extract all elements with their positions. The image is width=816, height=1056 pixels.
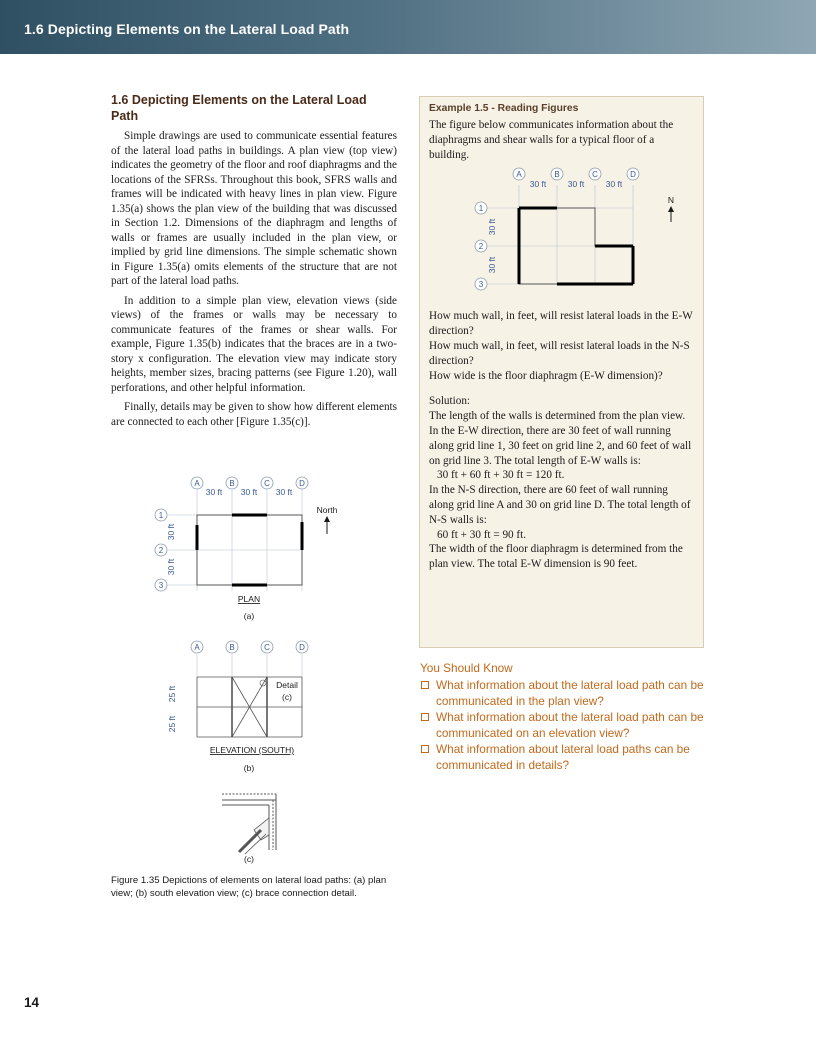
solution-equation: 60 ft + 30 ft = 90 ft. <box>437 528 527 541</box>
dimension-label: 30 ft <box>275 487 293 497</box>
dimension-label: 30 ft <box>240 487 258 497</box>
dimension-label: 30 ft <box>487 219 497 236</box>
figure-sublabel: (c) <box>244 854 254 864</box>
ysk-item <box>420 709 705 741</box>
elevation-label: ELEVATION (SOUTH) <box>209 745 295 755</box>
ysk-item-text: What information about lateral load paths can be communicated in details? <box>436 742 690 772</box>
detail-view <box>222 794 276 864</box>
ysk-item <box>420 677 705 709</box>
figure-sublabel: (b) <box>243 763 255 773</box>
main-text-column <box>111 92 397 434</box>
detail-label: Detail <box>276 680 298 690</box>
grid-label: A <box>516 170 522 180</box>
dimension-label: 25 ft <box>167 715 177 733</box>
dimension-label: 30 ft <box>529 179 547 190</box>
example-question: How wide is the floor diaphragm (E-W dimension)? <box>429 369 663 382</box>
grid-label: C <box>264 479 270 488</box>
grid-label: C <box>264 643 270 652</box>
figure-1-35 <box>111 470 401 870</box>
grid-label: A <box>194 643 200 652</box>
plan-view <box>155 477 338 621</box>
dimension-label: 30 ft <box>205 487 223 497</box>
dimension-label: 30 ft <box>567 179 585 190</box>
grid-label: D <box>299 643 305 652</box>
ysk-item-text: What information about the lateral load path can be communicated in the plan view? <box>436 678 704 708</box>
dimension-label: 25 ft <box>167 685 177 703</box>
dimension-label: 30 ft <box>605 179 623 190</box>
section-title: 1.6 Depicting Elements on the Lateral Load Path <box>111 93 367 123</box>
grid-label: 2 <box>478 242 484 252</box>
example-plan-figure <box>453 165 683 305</box>
grid-label: D <box>299 479 305 488</box>
grid-label: 1 <box>158 511 164 520</box>
dimension-label: 30 ft <box>166 523 176 541</box>
grid-label: B <box>229 643 235 652</box>
solution-text: The width of the floor diaphragm is determined from the plan view. The total E-W dimension is 90 feet. <box>429 543 683 571</box>
example-title: Example 1.5 - Reading Figures <box>429 103 579 114</box>
example-question: How much wall, in feet, will resist lateral loads in the E-W direction? <box>429 310 693 338</box>
example-intro: The figure below communicates information about the diaphragms and shear walls for a typical floor of a building. <box>429 119 674 161</box>
checkbox-icon <box>421 681 429 689</box>
figure-caption: Figure 1.35 Depictions of elements on lateral load paths: (a) plan view; (b) south elevation view; (c) brace connection detail. <box>111 875 387 899</box>
header-title: 1.6 Depicting Elements on the Lateral Load Path <box>24 21 350 37</box>
grid-label: B <box>229 479 235 488</box>
solution-text: In the N-S direction, there are 60 feet of wall running along grid line A and 30 on grid line D. The total length of N-S walls is: <box>429 484 691 526</box>
solution-equation: 30 ft + 60 ft + 30 ft = 120 ft. <box>437 469 565 482</box>
ysk-item <box>420 741 705 773</box>
grid-label: D <box>630 170 636 180</box>
grid-label: 1 <box>478 204 484 214</box>
elevation-view <box>167 641 308 773</box>
page-header-bar <box>0 0 816 54</box>
checkbox-icon <box>421 745 429 753</box>
plan-label: PLAN <box>237 594 261 604</box>
detail-sublabel: (c) <box>282 692 292 702</box>
dimension-label: 30 ft <box>166 558 176 576</box>
body-paragraph: Simple drawings are used to communicate essential features of the lateral load paths in buildings. A plan view (top view) indicates the geometry of the floor and roof diaphragms and the locations of the SFRSs. Throughout this book, SFRS walls and frames will be indicated with heavy lines in plan view. Figure 1.35(a) shows the plan view of the building that was discussed in Section 1.2. Dimensions of the diaphragm and lengths of walls or frames are usually included in the plan view, or implied by grid line dimensions. The simple schematic shown in Figure 1.35(a) omits elements of the structure that are not part of the lateral load paths. <box>111 130 397 287</box>
body-paragraph: Finally, details may be given to show how different elements are connected to each other [Figure 1.35(c)]. <box>111 401 397 428</box>
page-number: 14 <box>24 995 40 1010</box>
grid-label: 2 <box>158 546 164 555</box>
grid-label: 3 <box>478 280 484 290</box>
grid-label: B <box>554 170 560 180</box>
solution-label: Solution: <box>429 395 471 408</box>
grid-label: C <box>592 170 598 180</box>
you-should-know <box>420 660 705 773</box>
grid-label: A <box>194 479 200 488</box>
north-label: N <box>667 195 675 206</box>
figure-sublabel: (a) <box>243 611 255 621</box>
ysk-title: You Should Know <box>420 661 513 675</box>
north-label: North <box>316 505 338 515</box>
ysk-item-text: What information about the lateral load path can be communicated on an elevation view? <box>436 710 704 740</box>
dimension-label: 30 ft <box>487 257 497 274</box>
checkbox-icon <box>421 713 429 721</box>
body-paragraph: In addition to a simple plan view, elevation views (side views) of the frames or walls may be necessary to communicate features of the frames or shear walls. For example, Figure 1.35(b) indicates that the braces are in a two-story x configuration. The elevation view may indicate story heights, member sizes, bracing patterns (see Figure 1.20), wall perforations, and other helpful information. <box>111 294 397 394</box>
solution-text: The length of the walls is determined from the plan view. In the E-W direction, there are 30 feet of wall running along grid line 1, 30 feet on grid line 2, and 60 feet of wall on grid line 3. The total length of E-W walls is: <box>429 410 692 467</box>
example-box <box>419 96 704 648</box>
example-question: How much wall, in feet, will resist lateral loads in the N-S direction? <box>429 339 690 367</box>
grid-label: 3 <box>158 581 164 590</box>
